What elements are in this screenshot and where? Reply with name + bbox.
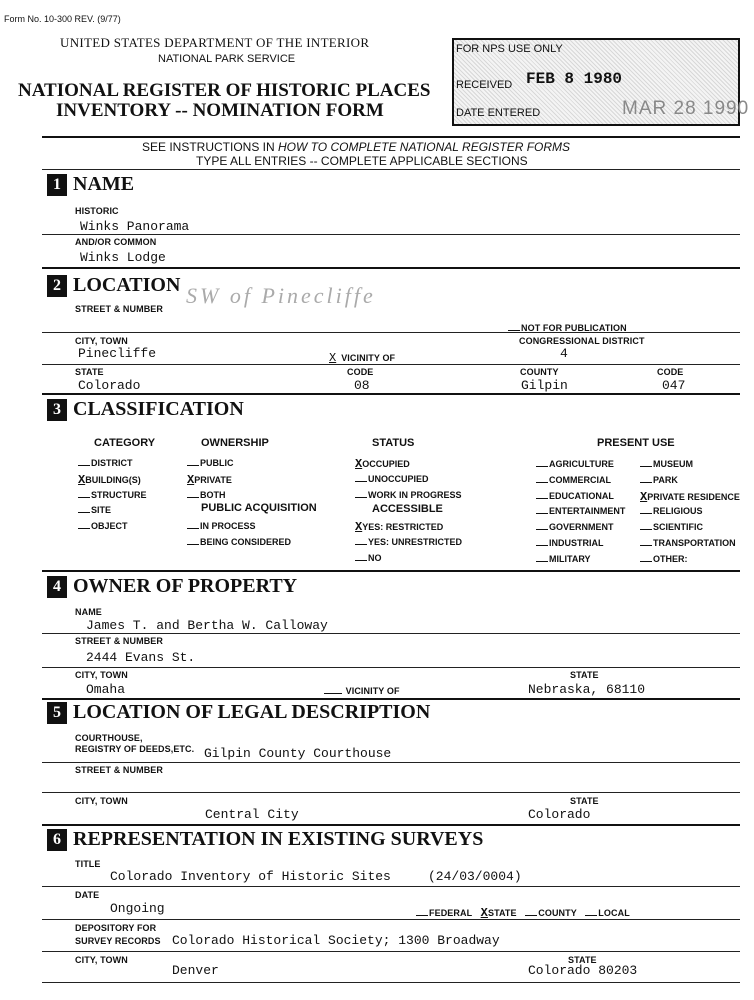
legal-city-label: CITY, TOWN [75, 796, 128, 806]
present-use-option-entertainment [536, 505, 625, 516]
present-use-option-transportation [640, 537, 736, 548]
blank-checkbox [355, 473, 367, 482]
state-checkmark: X [480, 906, 488, 920]
blank-checkbox [187, 457, 199, 466]
present-use-heading: PRESENT USE [597, 437, 675, 449]
form-number: Form No. 10-300 REV. (9/77) [4, 14, 121, 24]
legal-state-value: Colorado [528, 807, 591, 822]
county-code-label: CODE [657, 367, 684, 377]
form-title-line2: INVENTORY -- NOMINATION FORM [56, 100, 384, 121]
section-number-3: 3 [47, 399, 67, 421]
option-label: MUSEUM [653, 459, 693, 469]
depository-label-line1: DEPOSITORY FOR [75, 923, 157, 933]
section-title-name: NAME [73, 173, 135, 195]
status-heading: STATUS [372, 437, 415, 449]
handwritten-location: SW of Pinecliffe [186, 283, 376, 308]
section-title-owner: OWNER OF PROPERTY [73, 575, 298, 597]
state-code-value: 08 [354, 378, 370, 393]
blank-checkbox [640, 537, 652, 546]
option-label: EDUCATIONAL [549, 490, 614, 501]
option-label: PRIVATE [194, 474, 232, 485]
checkmark: X [187, 472, 195, 487]
section-number-6: 6 [47, 829, 67, 851]
option-label: STRUCTURE [91, 489, 147, 500]
section-title-classification: CLASSIFICATION [73, 398, 244, 420]
option-label: PUBLIC [200, 458, 234, 468]
checkmark: X [355, 520, 363, 534]
vicinity-of: X VICINITY OF [329, 351, 396, 365]
registry-label: REGISTRY OF DEEDS,ETC. [75, 744, 195, 754]
option-label: PARK [653, 474, 678, 485]
blank-checkbox [355, 489, 367, 498]
accessible-option-yes-restricted [355, 520, 443, 534]
acquisition-option-being-considered [187, 536, 291, 547]
instructions-line2: TYPE ALL ENTRIES -- COMPLETE APPLICABLE SECTIONS [196, 154, 528, 168]
not-for-publication-label: NOT FOR PUBLICATION [508, 322, 627, 333]
instructions-line1: SEE INSTRUCTIONS IN HOW TO COMPLETE NATIONAL REGISTER FORMS [142, 140, 571, 154]
blank-checkbox [536, 490, 548, 499]
section-number-4: 4 [47, 576, 67, 598]
county-label: COUNTY [520, 367, 559, 377]
checkmark: X [640, 489, 648, 504]
blank-checkbox [355, 552, 367, 561]
nps-header: FOR NPS USE ONLY [456, 43, 563, 55]
option-label: YES: RESTRICTED [362, 522, 444, 532]
option-label: NO [368, 552, 382, 563]
status-option-work-in-progress [355, 489, 462, 500]
survey-title-label: TITLE [75, 859, 101, 869]
blank-checkbox [640, 553, 652, 562]
common-name-value: Winks Lodge [80, 250, 166, 265]
received-stamp: FEB 8 1980 [526, 70, 623, 88]
option-label: COMMERCIAL [549, 474, 611, 485]
category-option-district [78, 457, 133, 468]
present-use-option-commercial [536, 474, 611, 485]
blank-checkbox [640, 474, 652, 483]
state-value: Colorado [78, 378, 141, 393]
option-label: ENTERTAINMENT [549, 506, 626, 517]
option-label: BUILDING(S) [85, 474, 141, 485]
checkmark: X [78, 472, 86, 487]
present-use-option-scientific [640, 521, 703, 532]
blank-checkbox [536, 505, 548, 514]
present-use-option-private-residence [640, 490, 740, 504]
county-code-value: 047 [662, 378, 686, 393]
owner-street-label: STREET & NUMBER [75, 636, 164, 646]
city-town-label: CITY, TOWN [75, 336, 128, 346]
option-label: DISTRICT [91, 458, 133, 468]
historic-name-value: Winks Panorama [80, 219, 190, 234]
present-use-option-military [536, 553, 591, 564]
present-use-option-religious [640, 505, 703, 516]
owner-street-value: 2444 Evans St. [86, 650, 196, 665]
present-use-option-other [640, 553, 688, 564]
blank-checkbox [187, 489, 199, 498]
ownership-heading: OWNERSHIP [201, 437, 269, 449]
date-entered-stamp: MAR 28 1990 [622, 98, 750, 119]
category-option-building-s [78, 473, 141, 487]
option-label: PRIVATE RESIDENCE [647, 491, 740, 502]
category-option-object [78, 520, 128, 531]
accessible-heading: ACCESSIBLE [372, 503, 443, 515]
section-title-surveys: REPRESENTATION IN EXISTING SURVEYS [73, 828, 484, 850]
form-title-line1: NATIONAL REGISTER OF HISTORIC PLACES [18, 80, 431, 101]
option-label: BOTH [200, 489, 226, 500]
congressional-district-label: CONGRESSIONAL DISTRICT [519, 336, 645, 346]
option-label: GOVERNMENT [549, 522, 614, 533]
legal-city-value: Central City [205, 807, 299, 822]
blank-checkbox [78, 520, 90, 529]
common-name-label: AND/OR COMMON [75, 237, 157, 247]
service-name: NATIONAL PARK SERVICE [158, 53, 296, 65]
blank-checkbox [355, 536, 367, 545]
option-label: BEING CONSIDERED [200, 536, 292, 547]
city-value: Pinecliffe [78, 346, 157, 361]
blank-checkbox [536, 521, 548, 530]
vicinity-checkmark: X [329, 351, 337, 365]
survey-date-label: DATE [75, 890, 100, 900]
nps-use-only-box [452, 38, 750, 126]
blank-checkbox [640, 505, 652, 514]
option-label: SITE [91, 505, 112, 516]
blank-checkbox [78, 457, 90, 466]
option-label: UNOCCUPIED [368, 473, 429, 484]
depository-label-line2: SURVEY RECORDS [75, 936, 161, 946]
present-use-option-industrial [536, 537, 604, 548]
option-label: OCCUPIED [362, 459, 410, 469]
ownership-option-private [187, 473, 232, 487]
legal-street-label: STREET & NUMBER [75, 765, 164, 775]
legal-state-label: STATE [570, 796, 599, 806]
option-label: AGRICULTURE [549, 459, 614, 469]
congressional-district-value: 4 [560, 346, 568, 361]
blank-checkbox [78, 489, 90, 498]
category-option-site [78, 504, 111, 515]
ownership-option-both [187, 489, 226, 500]
survey-id-value: (24/03/0004) [428, 869, 522, 884]
owner-city-label: CITY, TOWN [75, 670, 128, 680]
blank-checkbox [536, 474, 548, 483]
street-number-label: STREET & NUMBER [75, 304, 164, 314]
acquisition-option-in-process [187, 520, 256, 531]
option-label: WORK IN PROGRESS [368, 489, 462, 500]
section-number-5: 5 [47, 702, 67, 724]
present-use-option-government [536, 521, 614, 532]
option-label: OTHER: [653, 553, 688, 564]
accessible-option-no [355, 552, 382, 563]
survey-state-label: STATE [568, 955, 597, 965]
blank-checkbox [640, 458, 652, 467]
owner-vicinity-label: VICINITY OF [324, 685, 400, 696]
present-use-option-park [640, 474, 678, 485]
registry-value: Gilpin County Courthouse [204, 746, 392, 761]
blank-checkbox [536, 553, 548, 562]
owner-city-value: Omaha [86, 682, 126, 697]
present-use-option-agriculture [536, 458, 614, 469]
survey-city-label: CITY, TOWN [75, 955, 128, 965]
received-label: RECEIVED [456, 79, 513, 91]
public-acquisition-heading: PUBLIC ACQUISITION [201, 502, 317, 514]
present-use-option-educational [536, 490, 614, 501]
category-heading: CATEGORY [94, 437, 156, 449]
blank-checkbox [536, 537, 548, 546]
owner-state-value: Nebraska, 68110 [528, 682, 646, 697]
blank-checkbox [640, 521, 652, 530]
category-option-structure [78, 489, 147, 500]
survey-title-value: Colorado Inventory of Historic Sites [110, 869, 391, 884]
owner-name-value: James T. and Bertha W. Calloway [86, 618, 328, 633]
state-code-label: CODE [347, 367, 374, 377]
section-number-1: 1 [47, 174, 67, 196]
depository-value: Colorado Historical Society; 1300 Broadway [172, 933, 500, 948]
option-label: YES: UNRESTRICTED [368, 536, 463, 547]
section-title-location: LOCATION [73, 274, 181, 296]
blank-checkbox [78, 504, 90, 513]
status-option-unoccupied [355, 473, 429, 484]
section-title-legal-description: LOCATION OF LEGAL DESCRIPTION [73, 701, 431, 723]
section-number-2: 2 [47, 275, 67, 297]
survey-state-value: Colorado 80203 [528, 963, 638, 978]
accessible-option-yes-unrestricted [355, 536, 462, 547]
blank-checkbox [536, 458, 548, 467]
option-label: IN PROCESS [200, 521, 256, 531]
survey-date-value: Ongoing [110, 901, 165, 916]
present-use-option-museum [640, 458, 693, 469]
status-option-occupied [355, 457, 410, 471]
blank-checkbox [187, 536, 199, 545]
option-label: MILITARY [549, 553, 591, 564]
courthouse-label: COURTHOUSE, [75, 733, 143, 743]
option-label: TRANSPORTATION [653, 538, 736, 548]
option-label: OBJECT [91, 521, 128, 532]
owner-name-label: NAME [75, 607, 102, 617]
owner-state-label: STATE [570, 670, 599, 680]
historic-label: HISTORIC [75, 206, 119, 216]
blank-checkbox [187, 520, 199, 529]
county-value: Gilpin [521, 378, 568, 393]
checkmark: X [355, 457, 363, 471]
option-label: RELIGIOUS [653, 506, 703, 517]
option-label: INDUSTRIAL [549, 538, 604, 548]
survey-level-options: FEDERAL XSTATE COUNTY LOCAL [416, 906, 630, 920]
state-label: STATE [75, 367, 104, 377]
date-entered-label: DATE ENTERED [456, 107, 541, 119]
ownership-option-public [187, 457, 234, 468]
option-label: SCIENTIFIC [653, 522, 704, 533]
department-name: UNITED STATES DEPARTMENT OF THE INTERIOR [60, 35, 370, 50]
survey-city-value: Denver [172, 963, 219, 978]
